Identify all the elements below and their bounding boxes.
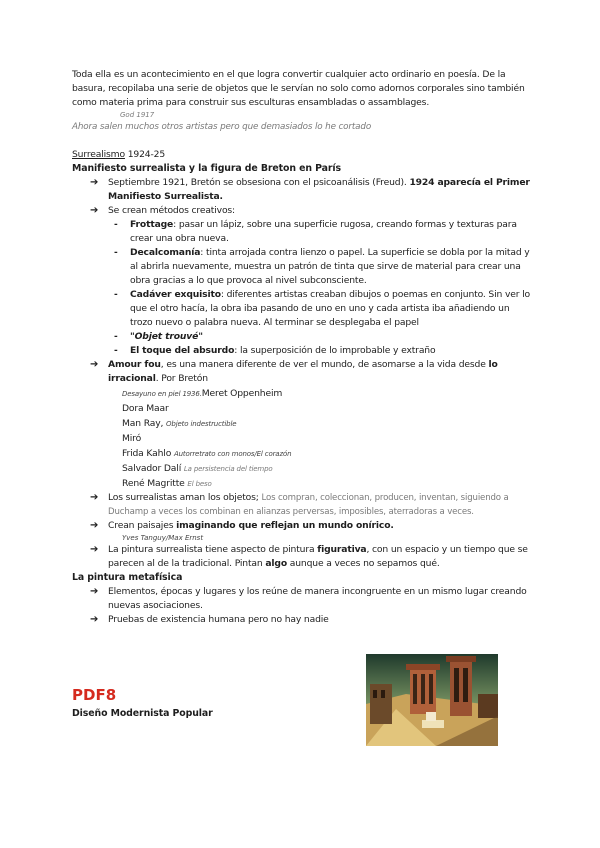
painting-temple-roof	[406, 664, 440, 670]
bullet-bold: 1924 aparecía el Primer Manifiesto Surrealista.	[108, 177, 530, 202]
work-title: Objeto indestructible	[166, 420, 237, 428]
method-name: Cadáver exquisito	[130, 289, 221, 300]
work-artist: Frida Kahlo	[122, 448, 174, 459]
bullet-bold: figurativa	[317, 544, 367, 555]
work-item	[122, 431, 532, 446]
bullet-manifiesto	[72, 176, 532, 204]
intro-quote: Toda ella es un acontecimiento en el que logra convertir cualquier acto ordinario en poesía. De la basura, recopilaba una serie de objetos que le servían no solo como adornos corporales sino también como materia prima para construir sus esculturas ensambladas o assamblages.	[72, 69, 525, 108]
method-name: Decalcomanía	[130, 247, 201, 258]
dash-icon: -	[114, 346, 118, 356]
metafisica-title: La pintura metafísica	[72, 572, 183, 583]
painting-statue-base	[422, 720, 444, 728]
bullet-bold: algo	[265, 558, 287, 569]
work-item	[122, 476, 532, 491]
painting-building-right	[478, 694, 498, 718]
bullet-elementos	[72, 585, 532, 613]
method-item	[72, 330, 532, 344]
painting-tower-top	[446, 656, 476, 662]
document-page	[72, 68, 532, 721]
bullet-bold: lo irracional	[108, 359, 498, 384]
arrow-icon: ➔	[90, 492, 99, 503]
dash-icon: -	[114, 290, 118, 300]
work-title: Desayuno en piel 1936.	[122, 390, 202, 398]
work-artist: Salvador Dalí	[122, 463, 184, 474]
paisajes-caption: Yves Tanguy/Max Ernst	[122, 534, 204, 542]
bullet-figurativa	[72, 543, 532, 571]
work-title: El beso	[187, 480, 212, 488]
pdf8-subtitle: Diseño Modernista Popular	[72, 708, 213, 719]
bullet-text: , es una manera diferente de ver el mundo, de asomarse a la vida desde	[160, 359, 489, 370]
painting-column	[413, 674, 417, 704]
section-title-surrealismo	[72, 148, 532, 162]
bullet-text: Los surrealistas aman los objetos;	[108, 492, 262, 503]
work-item	[122, 446, 532, 461]
method-desc: : la superposición de lo improbable y extraño	[234, 345, 436, 356]
work-artist: René Magritte	[122, 478, 188, 489]
bullet-pruebas	[72, 613, 532, 627]
works-list	[72, 386, 532, 491]
work-title: Autorretrato con monos/El corazón	[173, 450, 292, 458]
bullet-metodos	[72, 204, 532, 218]
bullet-text: Septiembre 1921, Bretón se obsesiona con el psicoanálisis (Freud).	[108, 177, 410, 188]
bullet-amour-fou	[72, 358, 532, 386]
intro-note: Ahora salen muchos otros artistas pero que demasiados lo he cortado	[72, 122, 372, 132]
work-artist: Meret Oppenheim	[201, 388, 283, 399]
bullet-bold: Amour fou	[108, 359, 161, 370]
bullet-paisajes	[72, 519, 532, 533]
method-item	[72, 288, 532, 330]
method-item	[72, 246, 532, 288]
pdf8-title: PDF8	[72, 686, 117, 704]
method-item	[72, 218, 532, 246]
method-desc: : pasar un lápiz, sobre una superficie rugosa, creando formas y texturas para crear una obra nueva.	[130, 219, 517, 244]
method-desc: : diferentes artistas creaban dibujos o poemas en conjunto. Sin ver lo que el otro hacía, la obra iba pasando de uno en uno y cada artista iba añadiendo un trozo nuevo o palabra nueva. Al terminar se desplegaba el papel	[130, 289, 531, 328]
dash-icon: -	[114, 332, 118, 342]
painting-column	[429, 674, 433, 704]
bullet-objetos	[72, 491, 532, 519]
dash-icon: -	[114, 248, 118, 258]
bullet-text: . Por Bretón	[155, 373, 208, 384]
work-item	[122, 416, 532, 431]
method-name: "Objet trouvé"	[130, 331, 203, 342]
method-name: El toque del absurdo	[130, 345, 235, 356]
painting-arch	[454, 668, 459, 702]
arrow-icon: ➔	[90, 205, 99, 216]
bullet-bold: imaginando que reflejan un mundo onírico.	[176, 520, 394, 531]
painting-statue	[426, 712, 436, 721]
bullet-text: Se crean métodos creativos:	[108, 205, 235, 216]
work-title: La persistencia del tiempo	[183, 465, 273, 473]
work-artist: Man Ray,	[122, 418, 167, 429]
intro-caption: God 1917	[120, 111, 155, 119]
surrealismo-title: Surrealismo	[72, 149, 125, 160]
painting-window	[381, 690, 385, 698]
bullet-text: aunque a veces no sepamos qué.	[287, 558, 440, 569]
dash-icon: -	[114, 220, 118, 230]
painting-window	[373, 690, 377, 698]
bullet-text: La pintura surrealista tiene aspecto de pintura	[108, 544, 318, 555]
work-item	[122, 401, 532, 416]
arrow-icon: ➔	[90, 359, 99, 370]
work-artist: Dora Maar	[122, 403, 169, 414]
painting-arch	[463, 668, 468, 702]
method-desc: : tinta arrojada contra lienzo o papel. La superficie se dobla por la mitad y al abrirla nuevamente, muestra un patrón de tinta que sirve de material para crear una obra gracias a lo que provoca al nivel subconsciente.	[130, 247, 530, 286]
work-artist: Miró	[122, 433, 142, 444]
arrow-icon: ➔	[90, 586, 99, 597]
bullet-gray: Los compran, coleccionan, producen, inventan, siguiendo a Duchamp a veces los combinan en alianzas perversas, imposibles, aterradoras a veces.	[108, 493, 509, 517]
method-item	[72, 344, 532, 358]
painting-column	[421, 674, 425, 704]
arrow-icon: ➔	[90, 544, 99, 555]
bullet-text: Crean paisajes	[108, 520, 177, 531]
bullet-text: , con un espacio y un tiempo que se parecen al de la tradicional. Pintan	[108, 544, 528, 569]
arrow-icon: ➔	[90, 177, 99, 188]
bullet-text: Elementos, épocas y lugares y los reúne de manera incongruente en un mismo lugar creando nuevas asociaciones.	[108, 586, 527, 611]
bullet-text: Pruebas de existencia humana pero no hay nadie	[108, 614, 329, 625]
metaphysical-painting-image	[366, 654, 498, 746]
surrealismo-subtitle: Manifiesto surrealista y la figura de Breton en París	[72, 163, 341, 174]
arrow-icon: ➔	[90, 520, 99, 531]
work-item	[122, 386, 532, 401]
method-name: Frottage	[130, 219, 174, 230]
surrealismo-years: 1924-25	[124, 149, 166, 160]
painting-tower	[450, 660, 472, 716]
work-item	[122, 461, 532, 476]
arrow-icon: ➔	[90, 614, 99, 625]
